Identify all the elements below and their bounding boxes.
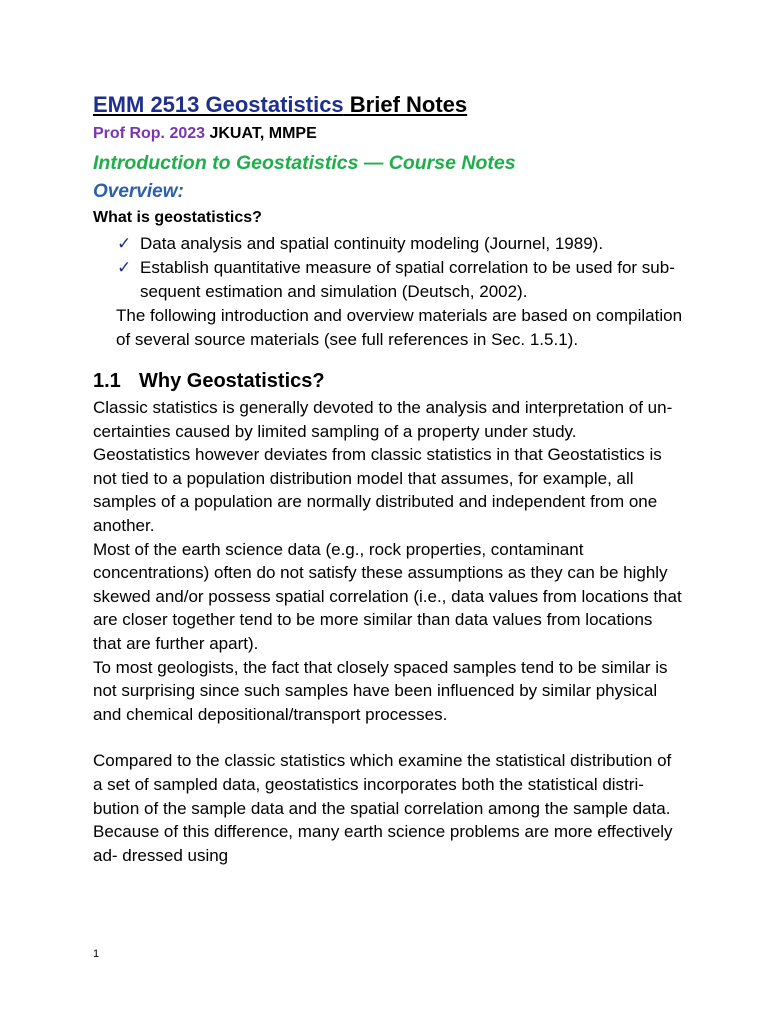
overview-bullets — [93, 232, 683, 304]
paragraph: Classic statistics is generally devoted to the analysis and interpretation of un- certainties caused by limited sampling of a property under study. — [93, 398, 673, 441]
section-heading — [93, 366, 683, 396]
document-page — [93, 90, 683, 867]
section-title: Why Geostatistics? — [139, 370, 325, 392]
list-item — [93, 256, 683, 304]
paragraph: Most of the earth science data (e.g., rock properties, contaminant concentrations) often do not satisfy these assumptions as they can be highly skewed and/or possess spatial correlation (i.e., data values from locations that are closer together tend to be more similar than data values from locations that are further apart). — [93, 539, 682, 653]
author-line — [93, 122, 683, 146]
check-icon: ✓ — [117, 258, 132, 277]
document-title — [93, 90, 683, 120]
overview-heading: Overview: — [93, 181, 184, 202]
title-suffix: Brief Notes — [343, 92, 468, 117]
paragraph: Compared to the classic statistics which examine the statistical distribution of a set of sampled data, geostatistics incorporates both the statistical distri- bution of the sample data and the spatial correlation among the sample data. Because of this difference, many earth science problems are more effectively ad- dressed using — [93, 751, 673, 865]
page-number: 1 — [93, 948, 100, 960]
intro-heading: Introduction to Geostatistics — Course Notes — [93, 152, 516, 174]
author-name: Prof Rop. 2023 — [93, 125, 206, 142]
paragraph: To most geologists, the fact that closely spaced samples tend to be similar is not surprising since such samples have been influenced by similar physical and chemical depositional/transport processes. — [93, 657, 668, 724]
section-body — [93, 396, 683, 867]
overview-note: The following introduction and overview materials are based on compilation of several source materials (see full references in Sec. 1.5.1). — [116, 306, 683, 349]
paragraph: Geostatistics however deviates from classic statistics in that Geostatistics is not tied to a population distribution model that assumes, for example, all samples of a population are normally distributed and independent from one another. — [93, 445, 662, 535]
question-heading: What is geostatistics? — [93, 209, 262, 226]
section-number: 1.1 — [93, 370, 121, 392]
bullet-text: Data analysis and spatial continuity modeling (Journel, 1989). — [140, 234, 604, 253]
course-code-title: EMM 2513 Geostatistics — [93, 92, 344, 117]
check-icon: ✓ — [117, 234, 132, 253]
list-item — [93, 232, 683, 256]
bullet-text: Establish quantitative measure of spatial correlation to be used for sub- sequent estimation and simulation (Deutsch, 2002). — [140, 258, 675, 301]
institution: JKUAT, MMPE — [205, 125, 317, 142]
